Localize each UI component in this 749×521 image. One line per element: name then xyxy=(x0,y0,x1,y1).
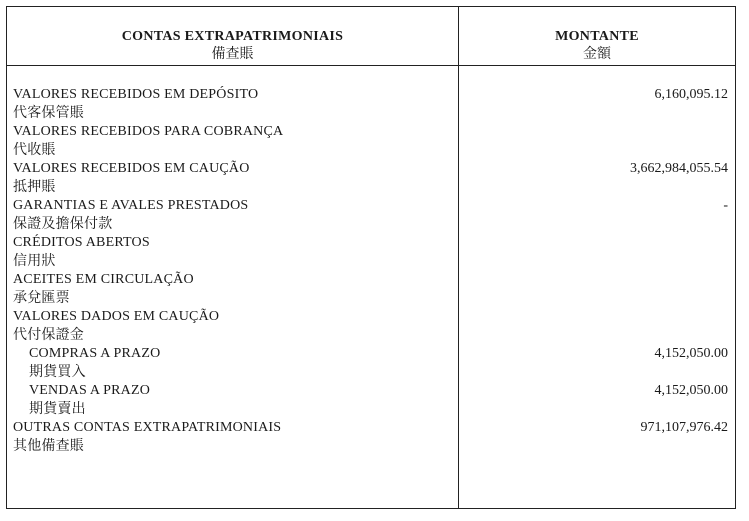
header-accounts xyxy=(7,28,458,64)
row-amount: 4,152,050.00 xyxy=(654,383,728,398)
table-row xyxy=(13,364,728,383)
row-label: VALORES RECEBIDOS EM DEPÓSITO xyxy=(13,87,259,102)
row-amount: 3,662,984,055.54 xyxy=(630,161,728,176)
table-row xyxy=(13,86,728,105)
row-label: 抵押賬 xyxy=(13,179,56,195)
header-amount xyxy=(459,28,735,64)
table-row xyxy=(13,197,728,216)
row-amount: 4,152,050.00 xyxy=(654,346,728,361)
header-accounts-pt: CONTAS EXTRAPATRIMONIAIS xyxy=(121,29,344,44)
header-accounts-zh: 備查賬 xyxy=(211,47,254,62)
row-label: 信用狀 xyxy=(13,253,56,269)
table-row xyxy=(13,308,728,327)
table-row xyxy=(13,253,728,272)
off-balance-sheet-table xyxy=(6,6,736,509)
row-label: VENDAS A PRAZO xyxy=(29,383,151,398)
row-amount: 6,160,095.12 xyxy=(654,87,728,102)
table-row xyxy=(13,271,728,290)
table-row xyxy=(13,216,728,235)
row-label: 期貨買入 xyxy=(29,364,86,380)
table-row xyxy=(13,142,728,161)
table-row xyxy=(13,345,728,364)
table-row xyxy=(13,105,728,124)
table-row xyxy=(13,382,728,401)
table-row xyxy=(13,290,728,309)
row-label: CRÉDITOS ABERTOS xyxy=(13,235,150,250)
header-amount-zh: 金額 xyxy=(583,47,611,62)
row-label: OUTRAS CONTAS EXTRAPATRIMONIAIS xyxy=(13,420,282,435)
table-row xyxy=(13,123,728,142)
row-label: VALORES RECEBIDOS PARA COBRANÇA xyxy=(13,124,284,139)
row-label: 代收賬 xyxy=(13,142,56,158)
table-body xyxy=(13,86,728,456)
row-label: ACEITES EM CIRCULAÇÃO xyxy=(13,272,194,287)
row-amount: - xyxy=(723,198,728,213)
row-label: VALORES RECEBIDOS EM CAUÇÃO xyxy=(13,161,250,176)
row-label: 代付保證金 xyxy=(13,327,84,343)
row-label: COMPRAS A PRAZO xyxy=(29,346,161,361)
table-row xyxy=(13,438,728,457)
row-label: 期貨賣出 xyxy=(29,401,86,417)
table-row xyxy=(13,419,728,438)
row-label: 承兌匯票 xyxy=(13,290,70,306)
row-label: 保證及擔保付款 xyxy=(13,216,113,232)
row-label: VALORES DADOS EM CAUÇÃO xyxy=(13,309,220,324)
table-row xyxy=(13,234,728,253)
table-row xyxy=(13,160,728,179)
table-row xyxy=(13,327,728,346)
row-label: GARANTIAS E AVALES PRESTADOS xyxy=(13,198,249,213)
row-amount: 971,107,976.42 xyxy=(640,420,728,435)
table-row xyxy=(13,401,728,420)
header-amount-pt: MONTANTE xyxy=(555,29,639,44)
header-divider xyxy=(7,65,735,66)
row-label: 其他備查賬 xyxy=(13,438,84,454)
row-label: 代客保管賬 xyxy=(13,105,84,121)
table-row xyxy=(13,179,728,198)
